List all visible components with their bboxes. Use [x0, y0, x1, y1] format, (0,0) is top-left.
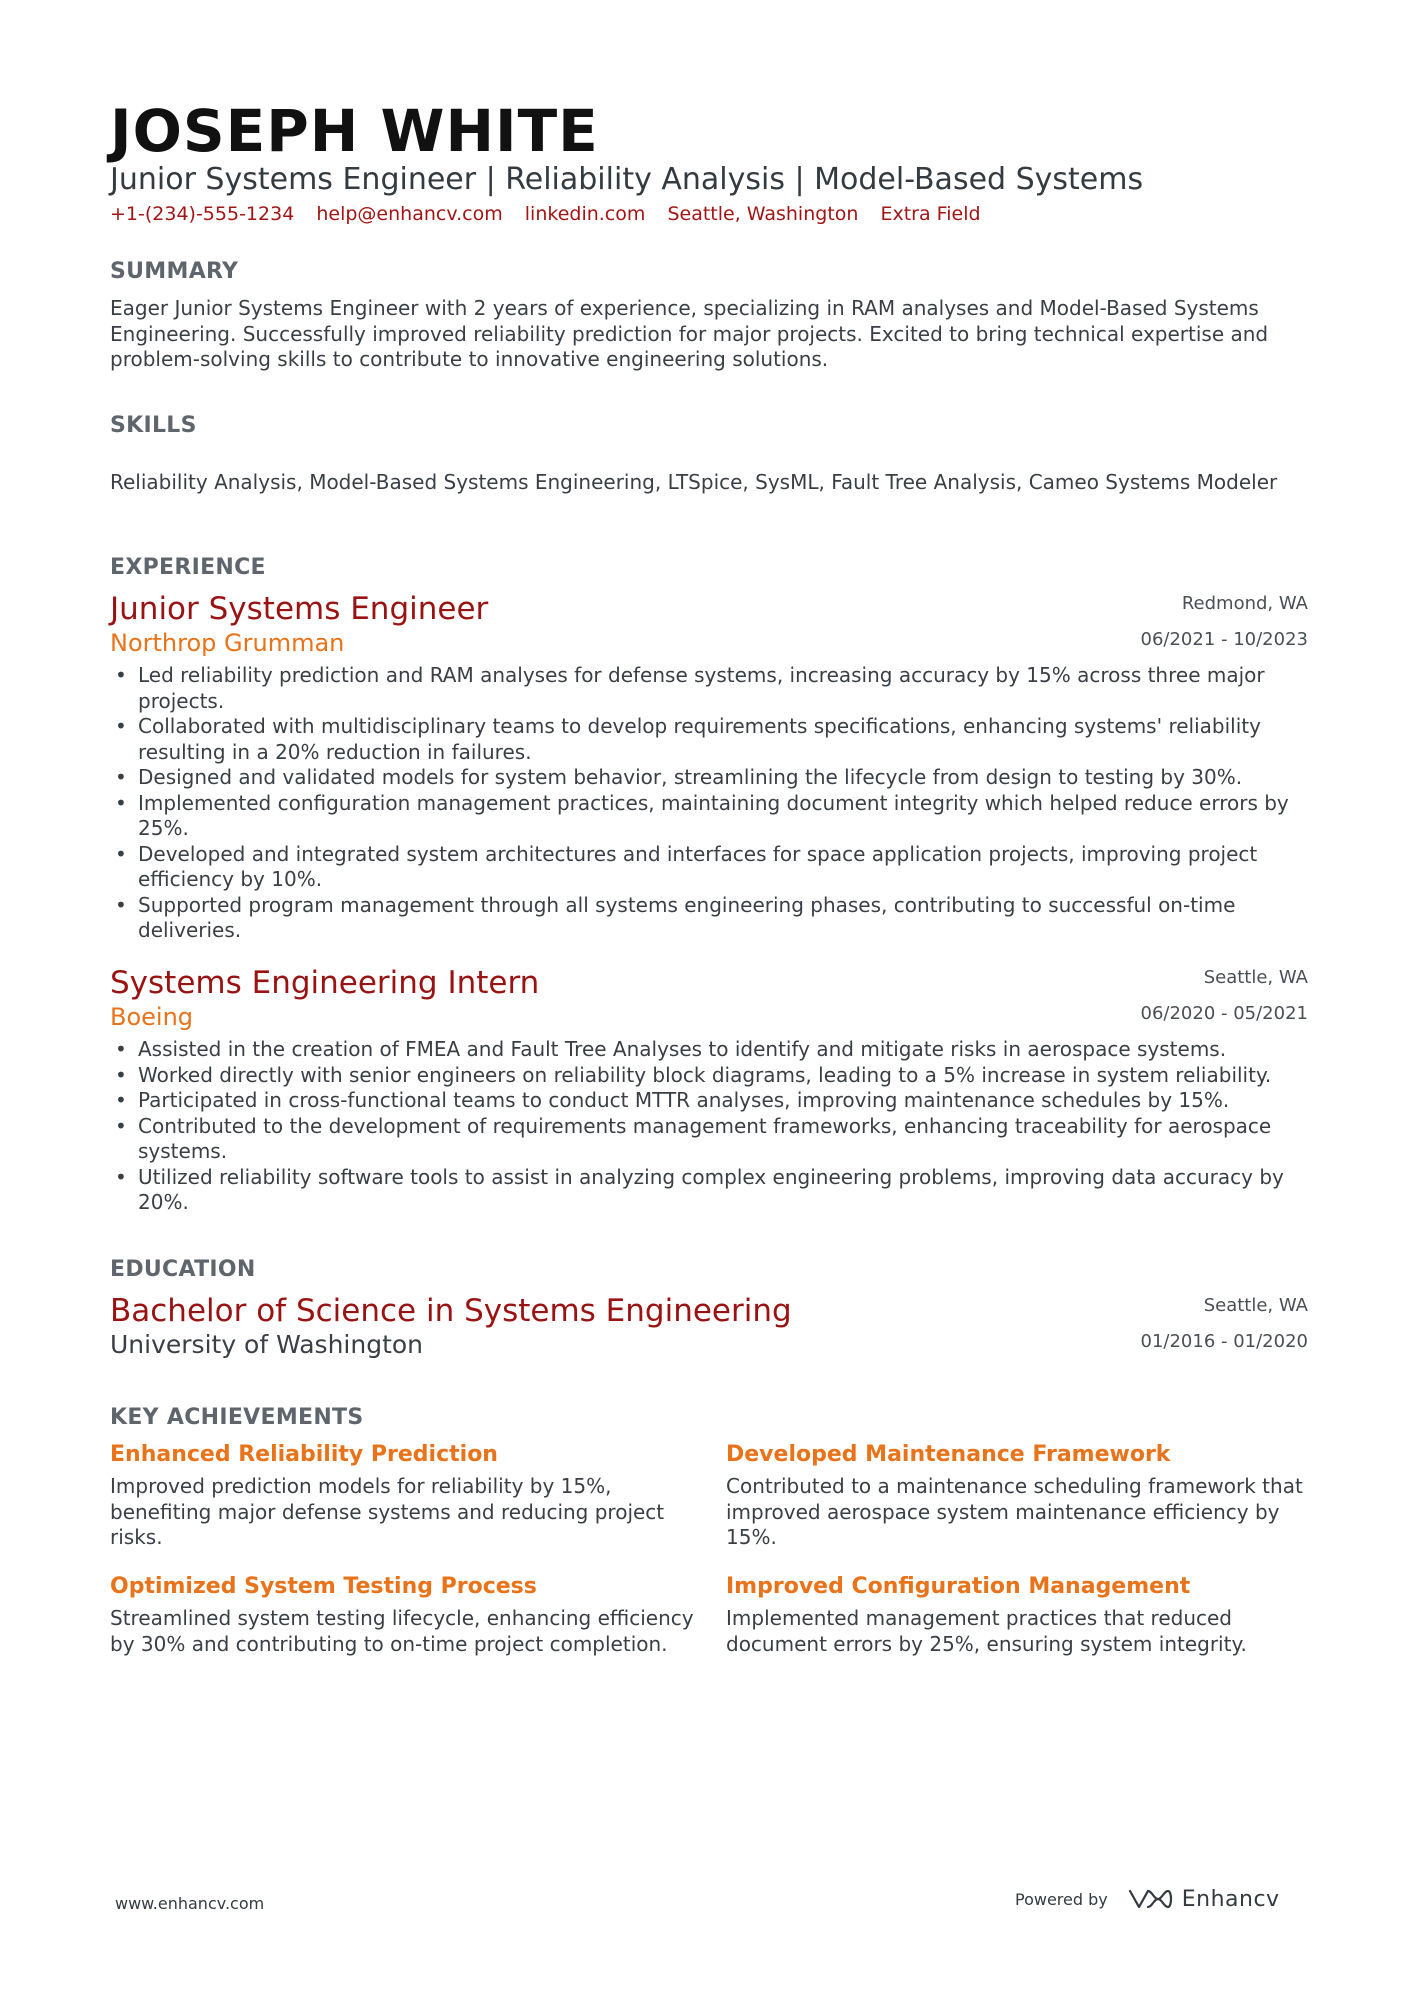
achievement-description: Streamlined system testing lifecycle, enhancing efficiency by 30% and contributing to on-time project completion. — [110, 1606, 694, 1656]
achievement-item — [110, 1440, 710, 1551]
brand-name: Enhancv — [1181, 1886, 1280, 1912]
skills-heading: SKILLS — [110, 413, 197, 438]
achievement-title: Optimized System Testing Process — [110, 1574, 537, 1599]
job-dates: 06/2020 - 05/2021 — [1140, 1003, 1308, 1024]
job-dates: 06/2021 - 10/2023 — [1140, 629, 1308, 650]
job-bullets — [110, 1037, 1310, 1216]
list-item: • Designed and validated models for system behavior, streamlining the lifecycle from design to testing by 30%. — [110, 765, 1310, 791]
footer-website-link[interactable]: www.enhancv.com — [115, 1894, 265, 1913]
achievement-description: Implemented management practices that reduced document errors by 25%, ensuring system integrity. — [726, 1606, 1247, 1656]
achievements-heading: KEY ACHIEVEMENTS — [110, 1405, 364, 1430]
footer-branding — [1015, 1886, 1280, 1912]
summary-heading: SUMMARY — [110, 259, 239, 284]
list-item: • Worked directly with senior engineers on reliability block diagrams, leading to a 5% increase in system reliability. — [110, 1063, 1310, 1089]
list-item: • Assisted in the creation of FMEA and Fault Tree Analyses to identify and mitigate risks in aerospace systems. — [110, 1037, 1310, 1063]
skills-text: Reliability Analysis, Model-Based Systems Engineering, LTSpice, SysML, Fault Tree Analysis, Cameo Systems Modeler — [110, 470, 1278, 494]
extra-field-text: Extra Field — [880, 203, 981, 225]
achievement-description: Improved prediction models for reliability by 15%, benefiting major defense systems and reducing project risks. — [110, 1474, 665, 1549]
job-location: Seattle, WA — [1203, 967, 1308, 988]
experience-heading: EXPERIENCE — [110, 555, 266, 580]
list-item: • Supported program management through all systems engineering phases, contributing to successful on-time deliveries. — [110, 893, 1310, 944]
education-heading: EDUCATION — [110, 1257, 256, 1282]
enhancv-logo[interactable] — [1126, 1886, 1280, 1912]
job-title: Systems Engineering Intern — [110, 965, 540, 1001]
linkedin-link[interactable]: linkedin.com — [524, 203, 646, 225]
company-name: Boeing — [110, 1003, 194, 1031]
achievement-title: Improved Configuration Management — [726, 1574, 1191, 1599]
job-bullets — [110, 663, 1310, 944]
achievement-item — [726, 1572, 1326, 1657]
education-location: Seattle, WA — [1203, 1295, 1308, 1316]
list-item: • Led reliability prediction and RAM analyses for defense systems, increasing accuracy by 15% across three major projects. — [110, 663, 1310, 714]
degree-title: Bachelor of Science in Systems Engineering — [110, 1293, 792, 1329]
list-item: • Developed and integrated system architectures and interfaces for space application projects, improving project efficiency by 10%. — [110, 842, 1310, 893]
enhancv-logo-icon — [1126, 1886, 1174, 1912]
candidate-name: JOSEPH WHITE — [110, 97, 599, 165]
summary-text: Eager Junior Systems Engineer with 2 years of experience, specializing in RAM analyses and Model-Based Systems Engineering. Successfully improved reliability prediction for major projects. Excited to bring technical expertise and problem-solving skills to contribute to innovative engineering solutions. — [110, 296, 1269, 371]
school-name: University of Washington — [110, 1330, 424, 1359]
achievement-title: Enhanced Reliability Prediction — [110, 1442, 498, 1467]
email-link[interactable]: help@enhancv.com — [316, 203, 503, 225]
company-name: Northrop Grumman — [110, 629, 345, 657]
list-item: • Implemented configuration management practices, maintaining document integrity which helped reduce errors by 25%. — [110, 791, 1310, 842]
list-item: • Collaborated with multidisciplinary teams to develop requirements specifications, enhancing systems' reliability resulting in a 20% reduction in failures. — [110, 714, 1310, 765]
job-title: Junior Systems Engineer — [110, 591, 489, 627]
achievement-item — [726, 1440, 1326, 1551]
phone-link[interactable]: +1-(234)-555-1234 — [110, 203, 295, 225]
job-location: Redmond, WA — [1181, 593, 1308, 614]
list-item: • Utilized reliability software tools to assist in analyzing complex engineering problems, improving data accuracy by 20%. — [110, 1165, 1310, 1216]
powered-by-text: Powered by — [1015, 1889, 1108, 1909]
achievement-description: Contributed to a maintenance scheduling framework that improved aerospace system maintenance efficiency by 15%. — [726, 1474, 1303, 1549]
list-item: • Contributed to the development of requirements management frameworks, enhancing traceability for aerospace systems. — [110, 1114, 1310, 1165]
list-item: • Participated in cross-functional teams to conduct MTTR analyses, improving maintenance schedules by 15%. — [110, 1088, 1310, 1114]
achievement-title: Developed Maintenance Framework — [726, 1442, 1171, 1467]
education-dates: 01/2016 - 01/2020 — [1140, 1331, 1308, 1352]
achievement-item — [110, 1572, 710, 1657]
location-text: Seattle, Washington — [667, 203, 859, 225]
candidate-headline: Junior Systems Engineer | Reliability Analysis | Model-Based Systems — [110, 162, 1144, 197]
contact-line — [110, 202, 997, 226]
